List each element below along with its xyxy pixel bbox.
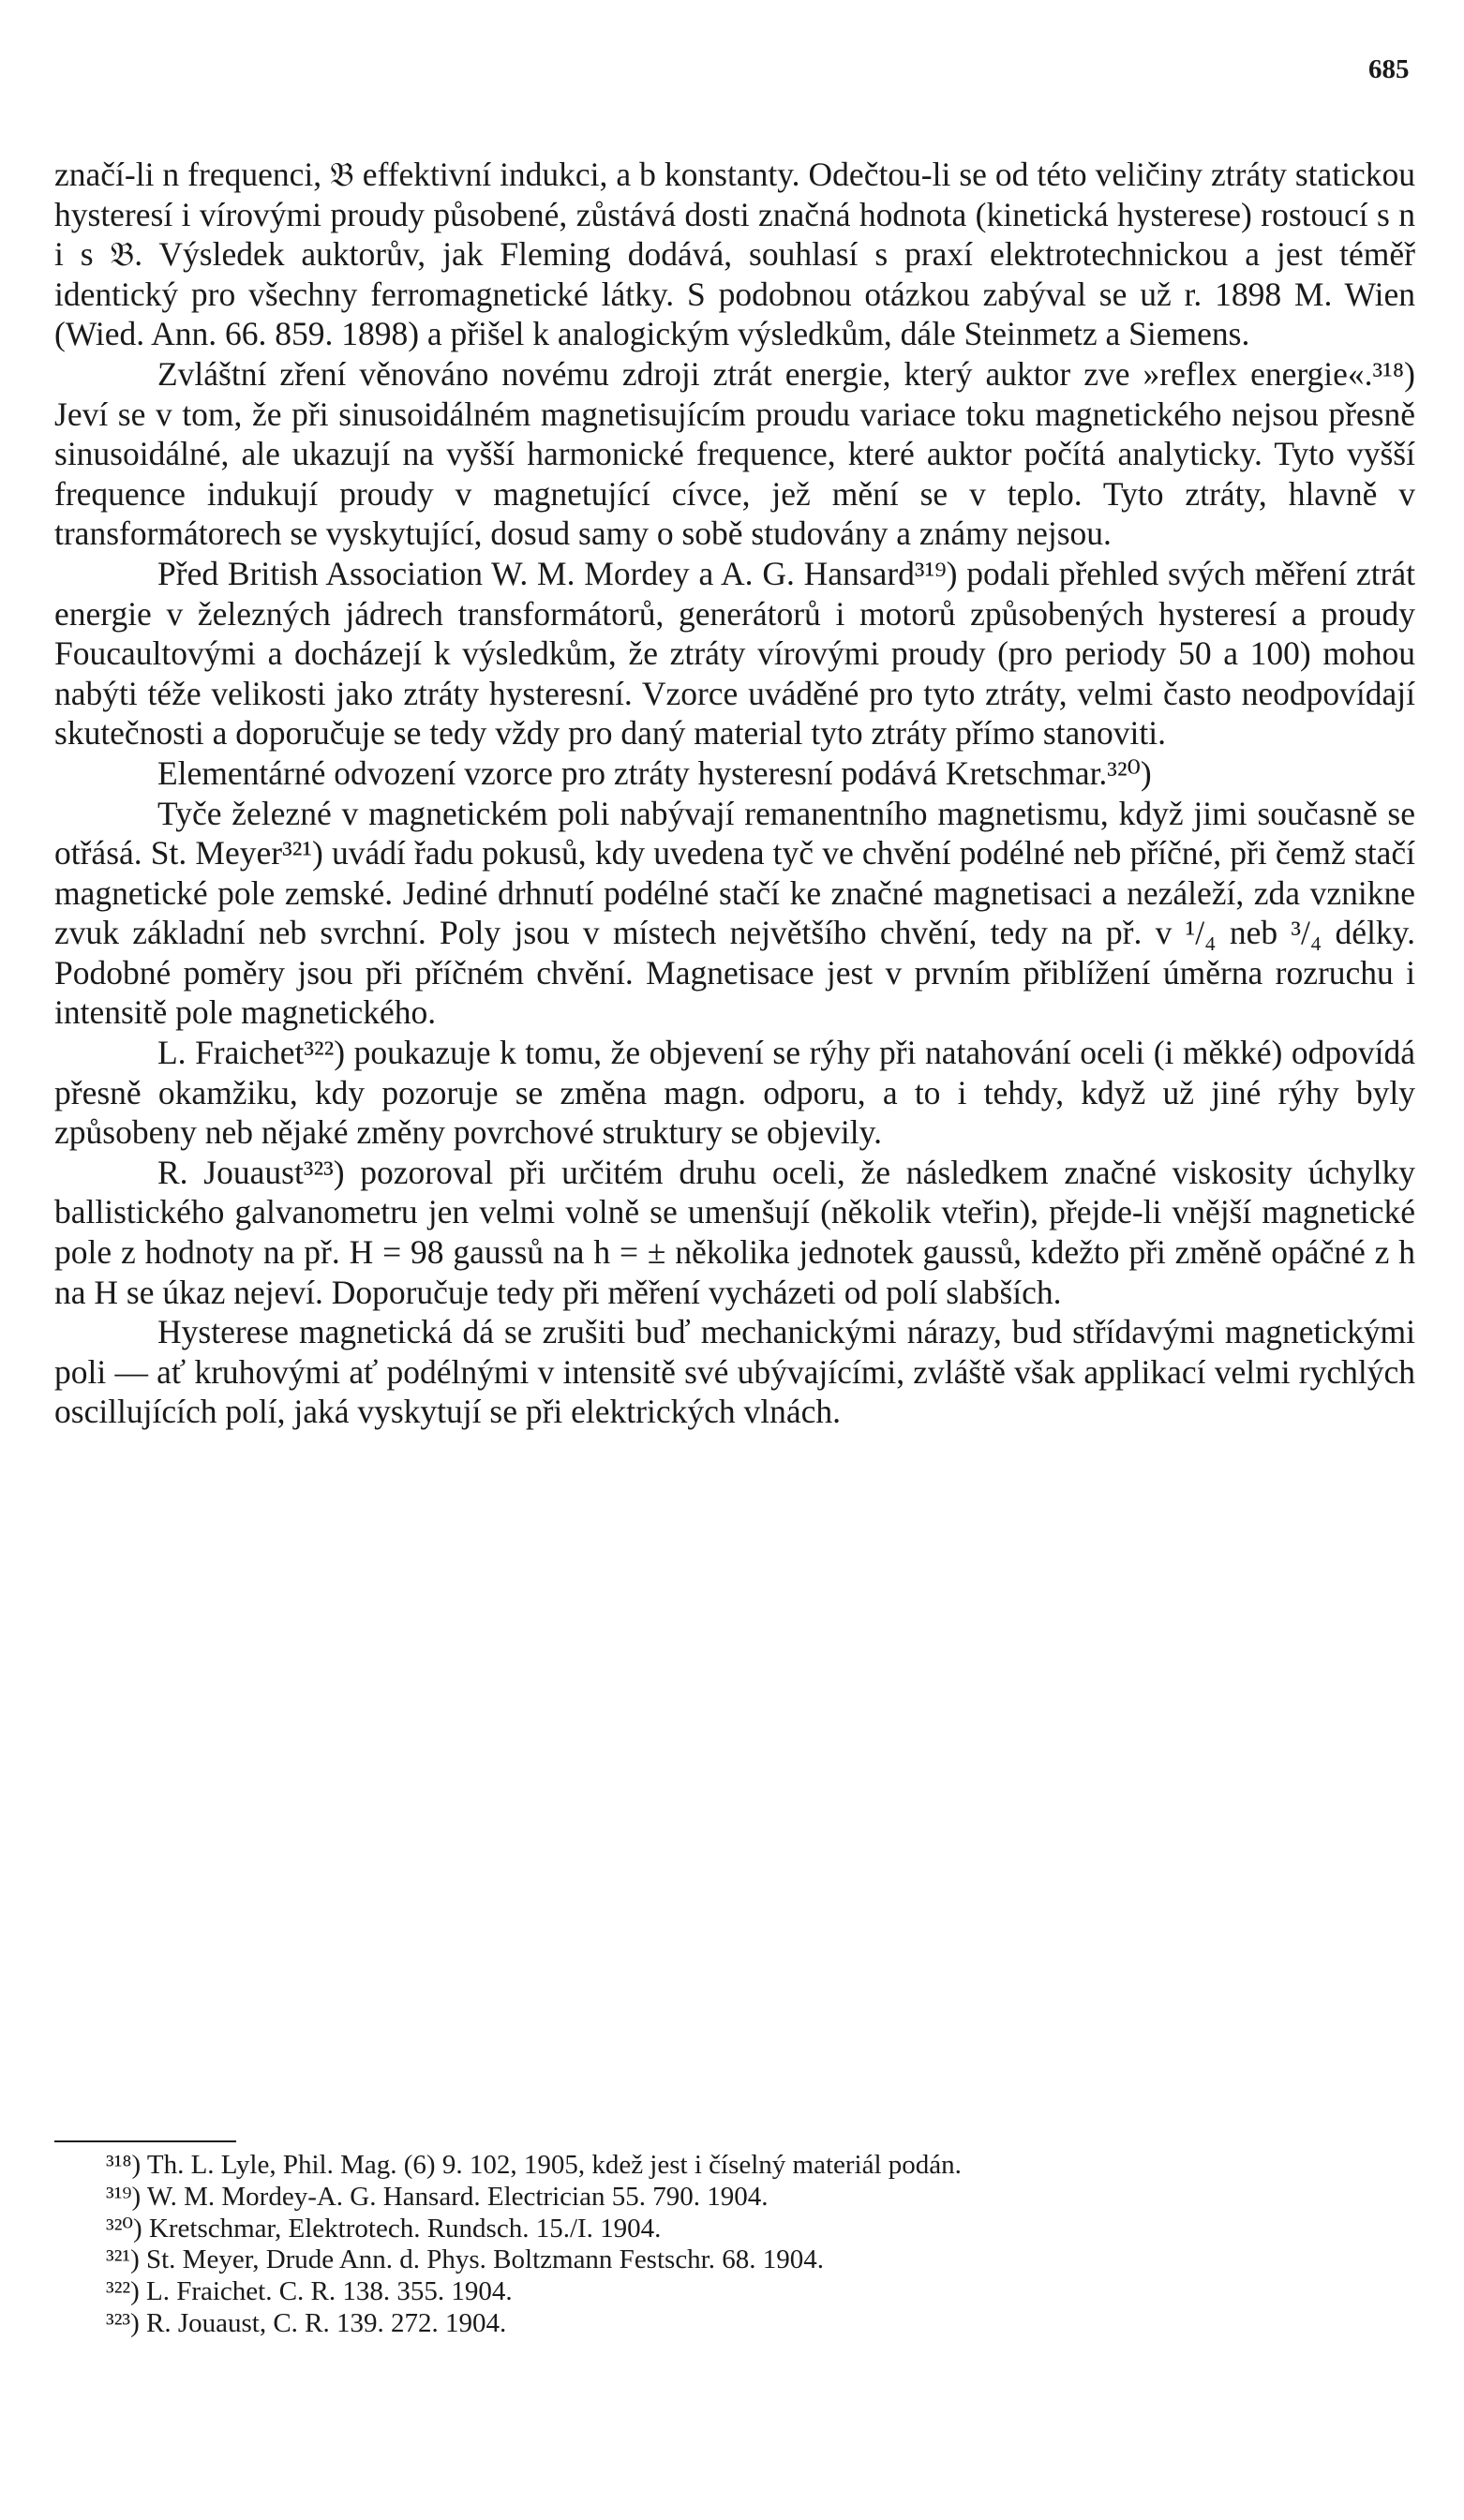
footnote: ³¹⁹) W. M. Mordey-A. G. Hansard. Electrician 55. 790. 1904. (106, 2181, 769, 2212)
paragraph: Zvláštní zření věnováno novému zdroji ztrát energie, který auktor zve »reflex energie«.³¹⁸) Jeví se v tom, že při sinusoidálném magnetisujícím proudu variace toku magnetického nejsou přesně sinusoidálné, ale ukazují na vyšší harmonické frequence, které auktor počítá analyticky. Tyto vyšší frequence indukují proudy v magnetující cívce, jež mění se v teplo. Tyto ztráty, hlavně v transformátorech se vyskytující, dosud samy o sobě studovány a známy nejsou. (54, 354, 1415, 553)
footnote: ³²¹) St. Meyer, Drude Ann. d. Phys. Boltzmann Festschr. 68. 1904. (106, 2244, 824, 2275)
paragraph: Hysterese magnetická dá se zrušiti buď mechanickými nárazy, bud střídavými magnetickými poli — ať kruhovými ať podélnými v intensitě své ubývajícími, zvláště však applikací velmi rychlých oscillujících polí, jaká vyskytují se při elektrických vlnách. (54, 1313, 1415, 1431)
main-text (54, 155, 1415, 1432)
paragraph: Elementárné odvození vzorce pro ztráty hysteresní podává Kretschmar.³²⁰) (157, 753, 1152, 792)
paragraph: L. Fraichet³²²) poukazuje k tomu, že objevení se rýhy při natahování oceli (i měkké) odpovídá přesně okamžiku, kdy pozoruje se změna magn. odporu, a to i tehdy, když už jiné rýhy byly způsobeny neb nějaké změny povrchové struktury se objevily. (54, 1034, 1415, 1152)
paragraph: značí-li n frequenci, 𝔅 effektivní indukci, a b konstanty. Odečtou-li se od této veličiny ztráty statickou hysteresí i vírovými proudy působené, zůstává dosti značná hodnota (kinetická hysterese) rostoucí s n i s 𝔅. Výsledek auktorův, jak Fleming dodává, souhlasí s praxí elektrotechnickou a jest téměř identický pro všechny ferromagnetické látky. S podobnou otázkou zabýval se už r. 1898 M. Wien (Wied. Ann. 66. 859. 1898) a přišel k analogickým výsledkům, dále Steinmetz a Siemens. (54, 156, 1415, 353)
footnotes (54, 2150, 1415, 2340)
footnote-divider (54, 2140, 236, 2142)
paragraph: Tyče železné v magnetickém poli nabývají remanentního magnetismu, když jimi současně se otřásá. St. Meyer³²¹) uvádí řadu pokusů, kdy uvedena tyč ve chvění podélné neb příčné, při čemž stačí magnetické pole zemské. Jediné drhnutí podélné stačí ke značné magnetisaci a nezáleží, zda vznikne zvuk základní neb svrchní. Poly jsou v místech největšího chvění, tedy na př. v ¹/₄ neb ³/₄ délky. Podobné poměry jsou při příčném chvění. Magnetisace jest v prvním přiblížení úměrna rozruchu i intensitě pole magnetického. (54, 794, 1415, 1032)
paragraph: Před British Association W. M. Mordey a A. G. Hansard³¹⁹) podali přehled svých měření ztrát energie v železných jádrech transformátorů, generátorů i motorů způsobených hysteresí a proudy Foucaultovými a docházejí k výsledkům, že ztráty vírovými proudy (pro periody 50 a 100) mohou nabýti téže velikosti jako ztráty hysteresní. Vzorce uváděné pro tyto ztráty, velmi často neodpovídají skutečnosti a doporučuje se tedy vždy pro daný material tyto ztráty přímo stanoviti. (54, 554, 1415, 753)
footnote: ³¹⁸) Th. L. Lyle, Phil. Mag. (6) 9. 102, 1905, kdež jest i číselný materiál podán. (106, 2150, 962, 2180)
page-number: 685 (1368, 54, 1410, 84)
footnote: ³²³) R. Jouaust, C. R. 139. 272. 1904. (106, 2307, 507, 2338)
footnote: ³²²) L. Fraichet. C. R. 138. 355. 1904. (106, 2276, 513, 2307)
footnote: ³²⁰) Kretschmar, Elektrotech. Rundsch. 15./I. 1904. (106, 2213, 662, 2244)
paragraph: R. Jouaust³²³) pozoroval při určitém druhu oceli, že následkem značné viskosity úchylky ballistického galvanometru jen velmi volně se umenšují (několik vteřin), přejde-li vnější magnetické pole z hodnoty na př. H = 98 gaussů na h = ± několika jednotek gaussů, kdežto při změně opáčné z h na H se úkaz nejeví. Doporučuje tedy při měření vycházeti od polí slabších. (54, 1153, 1415, 1311)
